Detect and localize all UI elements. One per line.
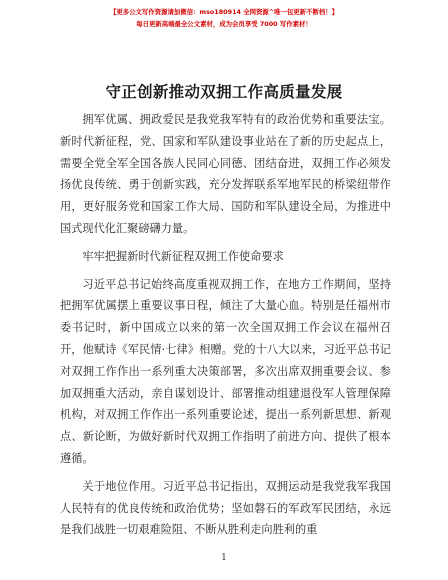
paragraph-intro: 拥军优属、拥政爱民是我党我军特有的政治优势和重要法宝。新时代新征程，党、国家和军队建设事业站在了新的历史起点上，需要全党全军全国各族人民同心同德、团结奋进，双拥工作必须发扬优良传统、勇于创新实践，充分发挥联系军地军民的桥梁纽带作用，更好服务党和国家工作大局、国防和军队建设全局，为推进中国式现代化汇聚磅礴力量。 — [60, 113, 391, 235]
section-heading: 牢牢把握新时代新征程双拥工作使命要求 — [82, 249, 284, 263]
paragraph-history: 习近平总书记始终高度重视双拥工作，在地方工作期间，坚持把拥军优属摆上重要议事日程，倾注了大量心血。特别是任福州市委书记时，新中国成立以来的第一次全国双拥工作会议在福州召开，他赋诗《军民情·七律》相赠。党的十八大以来，习近平总书记对双拥工作作出一系列重大决策部署，多次出席双拥重要会议、参加双拥重大活动，亲自谋划设计、部署推动组建退役军人管理保障机构，对双拥工作作出一系列重要论述，提出一系列新思想、新观点、新论断，为做好新时代双拥工作指明了前进方向、提供了根本遵循。 — [60, 277, 391, 465]
promo-banner-line-2: 每日更新高端最全公文素材，成为会员享受 7000 写作素材！ — [136, 20, 312, 28]
paragraph-role: 关于地位作用。习近平总书记指出，双拥运动是我党我军我国人民特有的优良传统和政治优势；坚如磐石的军政军民团结，永远是我们战胜一切艰难险阻、不断从胜利走向胜利的重 — [60, 479, 391, 537]
promo-banner-line-1: 【更多公文写作资源请加微信：mso180914 全网资源^唯一包更新不断档！】 — [109, 8, 339, 16]
document-body — [60, 109, 391, 547]
document-title: 守正创新推动双拥工作高质量发展 — [105, 83, 343, 101]
page-number: 1 — [221, 553, 227, 563]
promo-banner — [0, 6, 448, 30]
